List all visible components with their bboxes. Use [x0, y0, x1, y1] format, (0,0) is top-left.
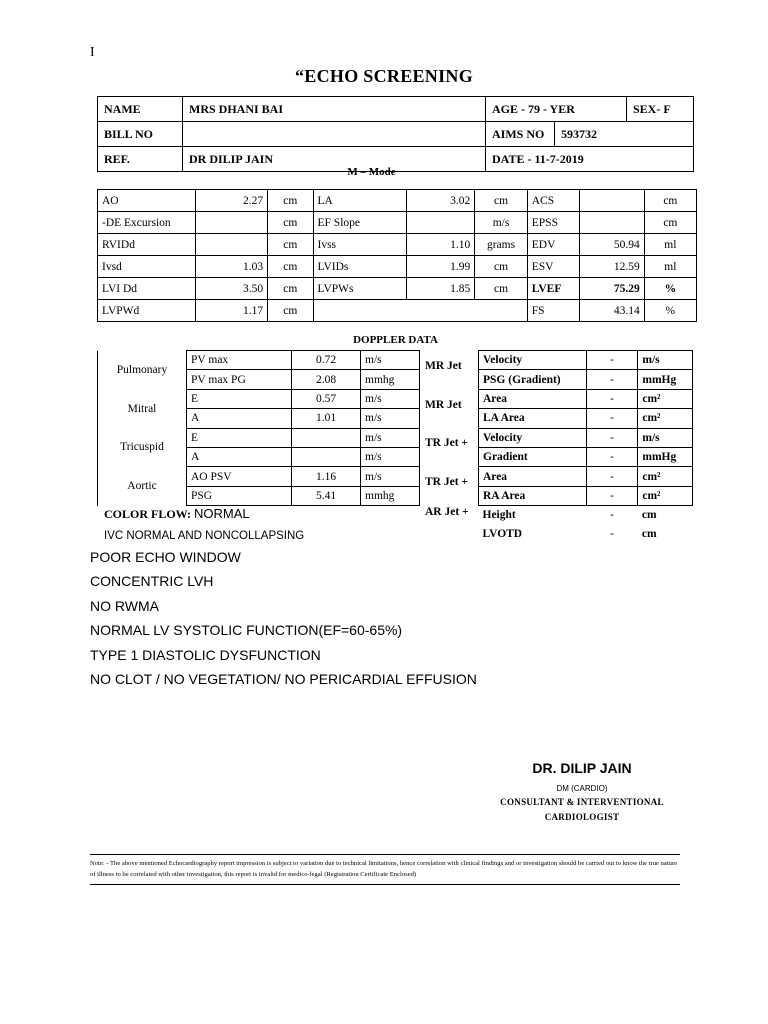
doppler-left-table: [97, 350, 420, 506]
doppler-right-row: [479, 486, 693, 505]
doppler-value: 5.41: [292, 486, 361, 505]
doppler-left-row: [98, 467, 420, 486]
corner-mark: I: [90, 45, 95, 60]
mmode-row: [98, 212, 697, 234]
doppler-right-unit: cm: [641, 509, 657, 522]
mmode-cell: cm: [268, 256, 313, 278]
mmode-cell: %: [644, 300, 696, 322]
mmode-cell: cm: [475, 256, 528, 278]
doppler-param: PV max: [187, 351, 292, 370]
mmode-cell: 12.59: [580, 256, 644, 278]
aims-cell: [486, 122, 694, 147]
sex-label: SEX- F: [627, 97, 694, 122]
color-flow: [104, 506, 250, 522]
doppler-unit: m/s: [361, 428, 420, 447]
doppler-param: E: [187, 428, 292, 447]
doppler-unit: m/s: [361, 351, 420, 370]
mmode-cell: RVIDd: [98, 234, 196, 256]
mmode-cell: LVIDs: [313, 256, 406, 278]
color-flow-value: NORMAL: [194, 506, 250, 521]
mmode-cell: cm: [475, 190, 528, 212]
doppler-right-row: [479, 351, 693, 370]
doppler-right-label: Height: [482, 509, 516, 522]
name-label: NAME: [98, 97, 183, 122]
ref-label: REF.: [98, 147, 183, 172]
mmode-row: [98, 300, 697, 322]
doppler-value: 0.57: [292, 389, 361, 408]
finding-line: TYPE 1 DIASTOLIC DYSFUNCTION: [90, 646, 321, 663]
mmode-table: [97, 189, 697, 322]
mmode-cell: FS: [527, 300, 580, 322]
doctor-title-line1: CONSULTANT & INTERVENTIONAL: [500, 797, 664, 807]
jet-label: TR Jet +: [425, 437, 468, 449]
aims-label: AIMS NO: [486, 122, 555, 146]
doppler-right-unit: cm²: [638, 467, 693, 486]
doppler-left-row: [98, 389, 420, 408]
mmode-cell: cm: [268, 190, 313, 212]
mmode-cell: 43.14: [580, 300, 644, 322]
valve-group-label: Mitral: [98, 389, 187, 428]
doppler-right-value: -: [586, 370, 638, 389]
mmode-cell: 75.29: [580, 278, 644, 300]
doppler-right-value: -: [610, 509, 614, 522]
mmode-cell: EF Slope: [313, 212, 406, 234]
valve-group-label: Pulmonary: [98, 351, 187, 390]
doppler-value: 0.72: [292, 351, 361, 370]
doppler-param: A: [187, 409, 292, 428]
mmode-cell: Ivss: [313, 234, 406, 256]
doppler-right-value: -: [586, 467, 638, 486]
patient-header-table: [97, 96, 694, 172]
valve-group-label: Aortic: [98, 467, 187, 506]
doppler-unit: m/s: [361, 467, 420, 486]
mmode-cell: LVPWd: [98, 300, 196, 322]
doppler-value: [292, 447, 361, 466]
mmode-cell: [313, 300, 527, 322]
doppler-right-unit: mmHg: [638, 370, 693, 389]
mmode-cell: EPSS: [527, 212, 580, 234]
doppler-right-unit: cm²: [638, 486, 693, 505]
mmode-cell: cm: [644, 212, 696, 234]
jet-label: TR Jet +: [425, 476, 468, 488]
doppler-value: 1.01: [292, 409, 361, 428]
doppler-param: E: [187, 389, 292, 408]
doppler-right-label: Velocity: [479, 428, 587, 447]
doppler-title: DOPPLER DATA: [353, 334, 438, 346]
header-row-bill: [98, 122, 694, 147]
doppler-right-row: [479, 506, 693, 525]
age-label: AGE - 79 - YER: [486, 97, 627, 122]
mmode-cell: 1.99: [406, 256, 475, 278]
doppler-right-label: RA Area: [479, 486, 587, 505]
doppler-right-unit: m/s: [638, 351, 693, 370]
doppler-right-label: PSG (Gradient): [479, 370, 587, 389]
mmode-cell: cm: [475, 278, 528, 300]
doctor-name: DR. DILIP JAIN: [532, 760, 632, 776]
doppler-right-row: [479, 389, 693, 408]
doppler-right-unit: cm: [641, 527, 657, 540]
finding-line: CONCENTRIC LVH: [90, 573, 214, 590]
doctor-title-line2: CARDIOLOGIST: [544, 812, 620, 822]
mmode-cell: Ivsd: [98, 256, 196, 278]
doppler-right-row: [479, 370, 693, 389]
mmode-cell: LVPWs: [313, 278, 406, 300]
color-flow-label: COLOR FLOW:: [104, 507, 192, 521]
mmode-row: [98, 256, 697, 278]
doppler-right-row: [479, 525, 693, 543]
doppler-right-value: -: [610, 527, 614, 540]
mmode-cell: m/s: [475, 212, 528, 234]
ivc-text: IVC NORMAL AND NONCOLLAPSING: [104, 530, 305, 542]
mmode-cell: [406, 212, 475, 234]
mmode-cell: ml: [644, 234, 696, 256]
finding-line: NO RWMA: [90, 597, 159, 614]
doppler-param: A: [187, 447, 292, 466]
mmode-cell: LA: [313, 190, 406, 212]
doppler-value: 1.16: [292, 467, 361, 486]
finding-line: NO CLOT / NO VEGETATION/ NO PERICARDIAL EFFUSION: [90, 671, 477, 687]
page-title: “ECHO SCREENING: [294, 66, 474, 86]
name-value: MRS DHANI BAI: [183, 97, 486, 122]
mmode-cell: %: [644, 278, 696, 300]
mmode-cell: 3.02: [406, 190, 475, 212]
jet-label: MR Jet: [425, 360, 462, 372]
mmode-cell: cm: [644, 190, 696, 212]
doppler-right-row: [479, 428, 693, 447]
doppler-value: [292, 428, 361, 447]
mmode-cell: 1.10: [406, 234, 475, 256]
doppler-right-value: -: [586, 447, 638, 466]
doppler-param: PSG: [187, 486, 292, 505]
mmode-title: M – Mode: [347, 166, 396, 178]
doppler-right-label: Gradient: [479, 447, 587, 466]
doppler-right-label: Area: [479, 467, 587, 486]
doppler-right-label: LA Area: [479, 409, 587, 428]
mmode-cell: ml: [644, 256, 696, 278]
mmode-cell: [580, 212, 644, 234]
mmode-cell: EDV: [527, 234, 580, 256]
mmode-cell: grams: [475, 234, 528, 256]
doppler-left-row: [98, 351, 420, 370]
doppler-left-row: [98, 428, 420, 447]
doppler-value: 2.08: [292, 370, 361, 389]
doppler-right-value: -: [586, 389, 638, 408]
doppler-unit: mmhg: [361, 370, 420, 389]
doppler-right-table: [478, 350, 693, 543]
mmode-cell: [196, 212, 268, 234]
aims-value: 593732: [561, 126, 597, 141]
valve-group-label: Tricuspid: [98, 428, 187, 467]
finding-line: POOR ECHO WINDOW: [90, 549, 241, 565]
mmode-cell: -DE Excursion: [98, 212, 196, 234]
doppler-right-unit: mmHg: [638, 447, 693, 466]
mmode-cell: [196, 234, 268, 256]
doppler-right-unit: m/s: [638, 428, 693, 447]
mmode-cell: 3.50: [196, 278, 268, 300]
doppler-right-unit: cm²: [638, 389, 693, 408]
mmode-cell: ACS: [527, 190, 580, 212]
doppler-right-value: -: [586, 409, 638, 428]
mmode-cell: cm: [268, 300, 313, 322]
mmode-cell: LVI Dd: [98, 278, 196, 300]
doppler-right-value: -: [586, 428, 638, 447]
doppler-unit: m/s: [361, 409, 420, 428]
doppler-right-value: -: [586, 351, 638, 370]
header-row-name: [98, 97, 694, 122]
doppler-right-row: [479, 467, 693, 486]
mmode-cell: 50.94: [580, 234, 644, 256]
finding-line: NORMAL LV SYSTOLIC FUNCTION(EF=60-65%): [90, 622, 403, 639]
jet-label: AR Jet +: [425, 506, 469, 518]
mmode-cell: 1.03: [196, 256, 268, 278]
mmode-cell: cm: [268, 278, 313, 300]
mmode-cell: cm: [268, 212, 313, 234]
aims-inner: [486, 122, 693, 146]
mmode-row: [98, 234, 697, 256]
ref-value: DR DILIP JAIN: [183, 147, 486, 172]
doppler-right-label: Velocity: [479, 351, 587, 370]
mmode-cell: 1.85: [406, 278, 475, 300]
mmode-cell: AO: [98, 190, 196, 212]
doctor-degree: DM (CARDIO): [556, 784, 608, 793]
mmode-cell: cm: [268, 234, 313, 256]
doppler-right-row: [479, 409, 693, 428]
doppler-right-label: Area: [479, 389, 587, 408]
doppler-right-label: LVOTD: [482, 527, 523, 540]
doppler-unit: m/s: [361, 447, 420, 466]
doppler-right-value: -: [586, 486, 638, 505]
mmode-cell: [580, 190, 644, 212]
doppler-right-row: [479, 447, 693, 466]
jet-label: MR Jet: [425, 399, 462, 411]
mmode-row: [98, 190, 697, 212]
doppler-param: AO PSV: [187, 467, 292, 486]
mmode-cell: LVEF: [527, 278, 580, 300]
mmode-cell: ESV: [527, 256, 580, 278]
doppler-right-unit: cm²: [638, 409, 693, 428]
doppler-unit: m/s: [361, 389, 420, 408]
mmode-cell: 2.27: [196, 190, 268, 212]
doppler-unit: mmhg: [361, 486, 420, 505]
bill-label: BILL NO: [98, 122, 183, 147]
mmode-cell: 1.17: [196, 300, 268, 322]
disclaimer-note: Note: - The above mentioned Echocardiography report impression is subject to variation due to technical limitations, hence correlation with clinical findings and or investigation should be carried out to know the true nature of illness to be correlated with other investigation, this report is invalid for medico-legal (Registration Certificate Enclosed): [90, 854, 680, 885]
doppler-param: PV max PG: [187, 370, 292, 389]
date-label: DATE - 11-7-2019: [486, 147, 694, 172]
bill-value: [183, 122, 486, 147]
mmode-row: [98, 278, 697, 300]
